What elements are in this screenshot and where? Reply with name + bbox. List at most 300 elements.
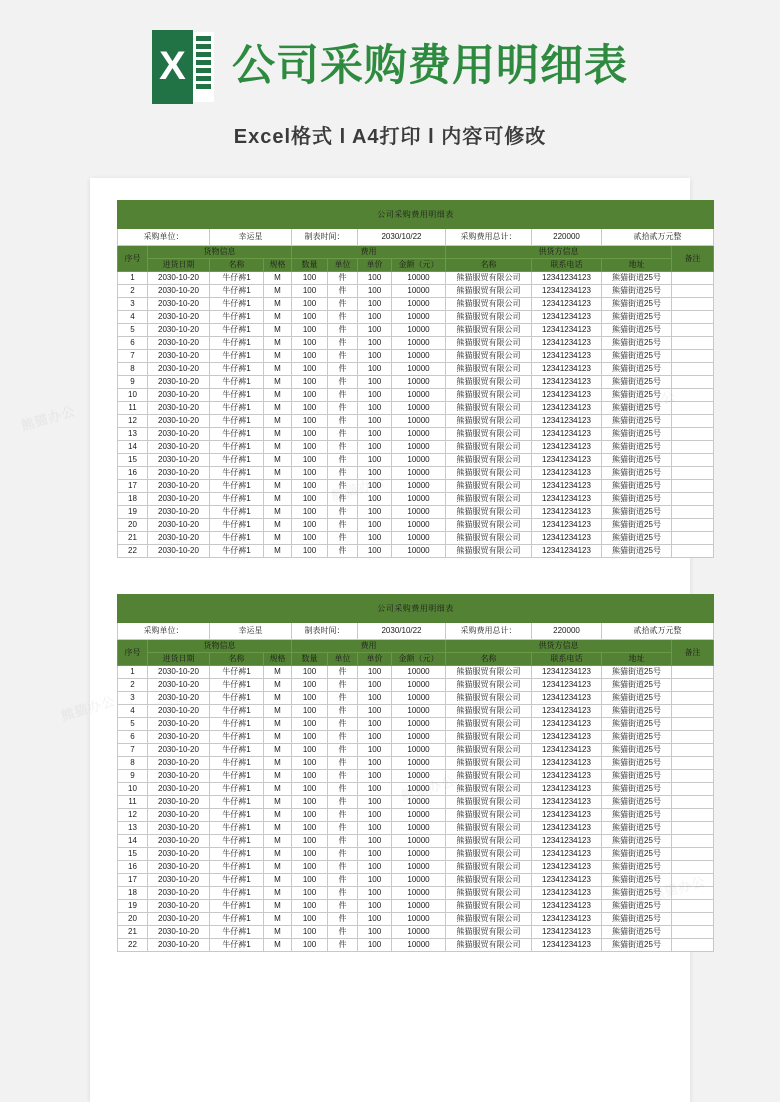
- cell-supplier-phone: 12341234123: [532, 718, 602, 731]
- cell-remark: [672, 926, 714, 939]
- cell-supplier-name: 熊猫服贸有限公司: [446, 835, 532, 848]
- cell-supplier-phone: 12341234123: [532, 679, 602, 692]
- table-row: [118, 389, 714, 402]
- cell-spec: M: [264, 324, 292, 337]
- cell-price: 100: [358, 874, 392, 887]
- header-date: 进货日期: [148, 259, 210, 272]
- cell-supplier-name: 熊猫服贸有限公司: [446, 770, 532, 783]
- cell-price: 100: [358, 519, 392, 532]
- cell-name: 牛仔裤1: [210, 480, 264, 493]
- cell-qty: 100: [292, 731, 328, 744]
- cell-price: 100: [358, 770, 392, 783]
- cell-date: 2030-10-20: [148, 822, 210, 835]
- sheet-info-row: [118, 229, 714, 246]
- cell-amount: 10000: [392, 441, 446, 454]
- cell-unit: 件: [328, 324, 358, 337]
- cell-unit: 件: [328, 311, 358, 324]
- cell-price: 100: [358, 679, 392, 692]
- cell-index: 6: [118, 731, 148, 744]
- cell-spec: M: [264, 926, 292, 939]
- cell-date: 2030-10-20: [148, 493, 210, 506]
- cell-amount: 10000: [392, 428, 446, 441]
- cell-supplier-address: 熊猫街道25号: [602, 545, 672, 558]
- cell-name: 牛仔裤1: [210, 285, 264, 298]
- unit-value[interactable]: 幸运星: [210, 229, 292, 246]
- cell-spec: M: [264, 874, 292, 887]
- cell-amount: 10000: [392, 285, 446, 298]
- cell-amount: 10000: [392, 519, 446, 532]
- cell-supplier-name: 熊猫服贸有限公司: [446, 874, 532, 887]
- header-goods-group: 货物信息: [148, 640, 292, 653]
- cell-remark: [672, 363, 714, 376]
- cell-remark: [672, 874, 714, 887]
- cell-qty: 100: [292, 809, 328, 822]
- cell-amount: 10000: [392, 874, 446, 887]
- cell-spec: M: [264, 415, 292, 428]
- cell-supplier-name: 熊猫服贸有限公司: [446, 324, 532, 337]
- table-row: [118, 692, 714, 705]
- cell-spec: M: [264, 809, 292, 822]
- table-row: [118, 731, 714, 744]
- table-row: [118, 285, 714, 298]
- cell-supplier-phone: 12341234123: [532, 272, 602, 285]
- cell-price: 100: [358, 783, 392, 796]
- unit-value[interactable]: 幸运星: [210, 623, 292, 640]
- cell-qty: 100: [292, 467, 328, 480]
- cell-unit: 件: [328, 363, 358, 376]
- cell-remark: [672, 861, 714, 874]
- cell-supplier-name: 熊猫服贸有限公司: [446, 887, 532, 900]
- cell-price: 100: [358, 835, 392, 848]
- cell-remark: [672, 744, 714, 757]
- cell-supplier-phone: 12341234123: [532, 415, 602, 428]
- cell-index: 15: [118, 848, 148, 861]
- cell-name: 牛仔裤1: [210, 744, 264, 757]
- cell-supplier-name: 熊猫服贸有限公司: [446, 796, 532, 809]
- cell-supplier-address: 熊猫街道25号: [602, 913, 672, 926]
- table-row: [118, 926, 714, 939]
- cell-remark: [672, 324, 714, 337]
- cell-date: 2030-10-20: [148, 731, 210, 744]
- cell-supplier-name: 熊猫服贸有限公司: [446, 480, 532, 493]
- cell-price: 100: [358, 692, 392, 705]
- cell-name: 牛仔裤1: [210, 337, 264, 350]
- cell-date: 2030-10-20: [148, 887, 210, 900]
- cell-supplier-address: 熊猫街道25号: [602, 285, 672, 298]
- cell-supplier-phone: 12341234123: [532, 874, 602, 887]
- cell-name: 牛仔裤1: [210, 887, 264, 900]
- cell-supplier-phone: 12341234123: [532, 796, 602, 809]
- sheet-title: 公司采购费用明细表: [118, 201, 714, 229]
- cell-remark: [672, 532, 714, 545]
- cell-qty: 100: [292, 692, 328, 705]
- cell-date: 2030-10-20: [148, 441, 210, 454]
- cell-remark: [672, 900, 714, 913]
- cell-remark: [672, 848, 714, 861]
- cell-qty: 100: [292, 796, 328, 809]
- cell-amount: 10000: [392, 861, 446, 874]
- date-label: 制表时间：: [292, 229, 358, 246]
- cell-spec: M: [264, 441, 292, 454]
- cell-amount: 10000: [392, 337, 446, 350]
- cell-supplier-address: 熊猫街道25号: [602, 744, 672, 757]
- page-banner: [0, 0, 780, 178]
- header-spec: 规格: [264, 653, 292, 666]
- table-row: [118, 532, 714, 545]
- cell-supplier-name: 熊猫服贸有限公司: [446, 666, 532, 679]
- cell-supplier-name: 熊猫服贸有限公司: [446, 757, 532, 770]
- cell-date: 2030-10-20: [148, 835, 210, 848]
- cell-supplier-name: 熊猫服贸有限公司: [446, 913, 532, 926]
- cell-unit: 件: [328, 285, 358, 298]
- cell-name: 牛仔裤1: [210, 666, 264, 679]
- cell-unit: 件: [328, 402, 358, 415]
- cell-index: 11: [118, 796, 148, 809]
- total-words[interactable]: 贰拾贰万元整: [602, 623, 714, 640]
- cell-supplier-address: 熊猫街道25号: [602, 480, 672, 493]
- table-row: [118, 900, 714, 913]
- cell-amount: 10000: [392, 402, 446, 415]
- sheet-title-row: [118, 201, 714, 229]
- header-name: 名称: [210, 259, 264, 272]
- table-row: [118, 350, 714, 363]
- cell-spec: M: [264, 783, 292, 796]
- cell-date: 2030-10-20: [148, 480, 210, 493]
- cell-qty: 100: [292, 337, 328, 350]
- cell-spec: M: [264, 796, 292, 809]
- cell-price: 100: [358, 744, 392, 757]
- cell-supplier-name: 熊猫服贸有限公司: [446, 376, 532, 389]
- cell-supplier-name: 熊猫服贸有限公司: [446, 428, 532, 441]
- cell-supplier-name: 熊猫服贸有限公司: [446, 285, 532, 298]
- cell-spec: M: [264, 337, 292, 350]
- cell-remark: [672, 679, 714, 692]
- cell-index: 9: [118, 376, 148, 389]
- cell-qty: 100: [292, 718, 328, 731]
- cell-index: 2: [118, 285, 148, 298]
- cell-index: 4: [118, 311, 148, 324]
- cell-unit: 件: [328, 376, 358, 389]
- cell-amount: 10000: [392, 311, 446, 324]
- cell-name: 牛仔裤1: [210, 900, 264, 913]
- cell-remark: [672, 389, 714, 402]
- cell-index: 22: [118, 545, 148, 558]
- cell-spec: M: [264, 770, 292, 783]
- cell-supplier-address: 熊猫街道25号: [602, 324, 672, 337]
- cell-supplier-phone: 12341234123: [532, 532, 602, 545]
- cell-name: 牛仔裤1: [210, 835, 264, 848]
- cell-date: 2030-10-20: [148, 272, 210, 285]
- cell-supplier-phone: 12341234123: [532, 324, 602, 337]
- cell-date: 2030-10-20: [148, 861, 210, 874]
- cell-supplier-phone: 12341234123: [532, 770, 602, 783]
- cell-unit: 件: [328, 874, 358, 887]
- table-row: [118, 441, 714, 454]
- cell-supplier-phone: 12341234123: [532, 744, 602, 757]
- cell-supplier-address: 熊猫街道25号: [602, 376, 672, 389]
- cell-amount: 10000: [392, 809, 446, 822]
- total-value[interactable]: 220000: [532, 229, 602, 246]
- header-fee-group: 费用: [292, 640, 446, 653]
- cell-index: 18: [118, 493, 148, 506]
- cell-index: 12: [118, 809, 148, 822]
- cell-amount: 10000: [392, 926, 446, 939]
- cell-name: 牛仔裤1: [210, 311, 264, 324]
- cell-qty: 100: [292, 389, 328, 402]
- cell-amount: 10000: [392, 389, 446, 402]
- table-row: [118, 298, 714, 311]
- cell-unit: 件: [328, 441, 358, 454]
- cell-supplier-address: 熊猫街道25号: [602, 389, 672, 402]
- cell-date: 2030-10-20: [148, 705, 210, 718]
- cell-price: 100: [358, 913, 392, 926]
- cell-name: 牛仔裤1: [210, 402, 264, 415]
- cell-remark: [672, 705, 714, 718]
- cell-name: 牛仔裤1: [210, 679, 264, 692]
- cell-spec: M: [264, 900, 292, 913]
- cell-supplier-name: 熊猫服贸有限公司: [446, 926, 532, 939]
- cell-unit: 件: [328, 298, 358, 311]
- header-supplier-name: 名称: [446, 259, 532, 272]
- header-index: 序号: [118, 246, 148, 272]
- banner-title: 公司采购费用明细表: [232, 42, 628, 90]
- cell-index: 20: [118, 519, 148, 532]
- cell-name: 牛仔裤1: [210, 822, 264, 835]
- date-value[interactable]: 2030/10/22: [358, 229, 446, 246]
- cell-remark: [672, 298, 714, 311]
- cell-supplier-phone: 12341234123: [532, 900, 602, 913]
- cell-unit: 件: [328, 428, 358, 441]
- cell-supplier-phone: 12341234123: [532, 809, 602, 822]
- cell-remark: [672, 718, 714, 731]
- cell-remark: [672, 822, 714, 835]
- sheet-title-row: [118, 595, 714, 623]
- cell-remark: [672, 272, 714, 285]
- cell-supplier-address: 熊猫街道25号: [602, 939, 672, 952]
- cell-date: 2030-10-20: [148, 718, 210, 731]
- cell-name: 牛仔裤1: [210, 272, 264, 285]
- cell-unit: 件: [328, 783, 358, 796]
- cell-amount: 10000: [392, 744, 446, 757]
- cell-supplier-name: 熊猫服贸有限公司: [446, 705, 532, 718]
- cell-unit: 件: [328, 770, 358, 783]
- cell-qty: 100: [292, 441, 328, 454]
- cell-unit: 件: [328, 731, 358, 744]
- cell-name: 牛仔裤1: [210, 809, 264, 822]
- cell-price: 100: [358, 272, 392, 285]
- cell-supplier-address: 熊猫街道25号: [602, 757, 672, 770]
- cell-name: 牛仔裤1: [210, 363, 264, 376]
- cell-supplier-address: 熊猫街道25号: [602, 493, 672, 506]
- table-row: [118, 402, 714, 415]
- total-label: 采购费用总计：: [446, 229, 532, 246]
- cell-date: 2030-10-20: [148, 376, 210, 389]
- cell-index: 13: [118, 428, 148, 441]
- cell-index: 16: [118, 467, 148, 480]
- cell-name: 牛仔裤1: [210, 454, 264, 467]
- table-row: [118, 835, 714, 848]
- table-row: [118, 770, 714, 783]
- header-qty: 数量: [292, 259, 328, 272]
- cell-supplier-address: 熊猫街道25号: [602, 809, 672, 822]
- table-row: [118, 324, 714, 337]
- cell-remark: [672, 350, 714, 363]
- cell-date: 2030-10-20: [148, 796, 210, 809]
- header-price: 单价: [358, 259, 392, 272]
- total-value[interactable]: 220000: [532, 623, 602, 640]
- cell-amount: 10000: [392, 298, 446, 311]
- table-row: [118, 311, 714, 324]
- cell-supplier-address: 熊猫街道25号: [602, 770, 672, 783]
- cell-name: 牛仔裤1: [210, 757, 264, 770]
- cell-name: 牛仔裤1: [210, 467, 264, 480]
- cell-price: 100: [358, 389, 392, 402]
- cell-supplier-address: 熊猫街道25号: [602, 666, 672, 679]
- cell-amount: 10000: [392, 467, 446, 480]
- cell-name: 牛仔裤1: [210, 415, 264, 428]
- cell-amount: 10000: [392, 679, 446, 692]
- cell-supplier-address: 熊猫街道25号: [602, 874, 672, 887]
- cell-remark: [672, 480, 714, 493]
- cell-name: 牛仔裤1: [210, 913, 264, 926]
- total-words[interactable]: 贰拾贰万元整: [602, 229, 714, 246]
- cell-spec: M: [264, 298, 292, 311]
- cell-price: 100: [358, 467, 392, 480]
- cell-supplier-phone: 12341234123: [532, 480, 602, 493]
- cell-supplier-phone: 12341234123: [532, 835, 602, 848]
- table-row: [118, 519, 714, 532]
- cell-qty: 100: [292, 519, 328, 532]
- cell-remark: [672, 467, 714, 480]
- table-row: [118, 809, 714, 822]
- cell-unit: 件: [328, 705, 358, 718]
- cell-amount: 10000: [392, 363, 446, 376]
- cell-remark: [672, 666, 714, 679]
- cell-date: 2030-10-20: [148, 900, 210, 913]
- cell-qty: 100: [292, 848, 328, 861]
- header-amount: 金额（元）: [392, 653, 446, 666]
- table-row: [118, 415, 714, 428]
- cell-index: 1: [118, 272, 148, 285]
- cell-date: 2030-10-20: [148, 337, 210, 350]
- cell-name: 牛仔裤1: [210, 939, 264, 952]
- cell-spec: M: [264, 532, 292, 545]
- purchase-expense-table: [117, 200, 714, 558]
- cell-spec: M: [264, 272, 292, 285]
- cell-amount: 10000: [392, 848, 446, 861]
- cell-spec: M: [264, 887, 292, 900]
- cell-spec: M: [264, 428, 292, 441]
- header-supplier-address: 地址: [602, 259, 672, 272]
- cell-qty: 100: [292, 363, 328, 376]
- table-row: [118, 848, 714, 861]
- cell-unit: 件: [328, 796, 358, 809]
- cell-price: 100: [358, 718, 392, 731]
- cell-price: 100: [358, 887, 392, 900]
- cell-supplier-address: 熊猫街道25号: [602, 822, 672, 835]
- cell-amount: 10000: [392, 532, 446, 545]
- header-remark: 备注: [672, 640, 714, 666]
- group-header-row: [118, 640, 714, 653]
- cell-supplier-phone: 12341234123: [532, 441, 602, 454]
- cell-amount: 10000: [392, 666, 446, 679]
- cell-unit: 件: [328, 744, 358, 757]
- cell-price: 100: [358, 493, 392, 506]
- cell-unit: 件: [328, 337, 358, 350]
- cell-price: 100: [358, 402, 392, 415]
- sheet-1: [117, 200, 701, 558]
- cell-supplier-phone: 12341234123: [532, 376, 602, 389]
- cell-spec: M: [264, 545, 292, 558]
- cell-spec: M: [264, 848, 292, 861]
- cell-amount: 10000: [392, 545, 446, 558]
- header-supplier-address: 地址: [602, 653, 672, 666]
- cell-qty: 100: [292, 298, 328, 311]
- cell-supplier-phone: 12341234123: [532, 298, 602, 311]
- cell-spec: M: [264, 744, 292, 757]
- cell-name: 牛仔裤1: [210, 298, 264, 311]
- cell-price: 100: [358, 376, 392, 389]
- sub-header-row: [118, 259, 714, 272]
- date-value[interactable]: 2030/10/22: [358, 623, 446, 640]
- cell-index: 6: [118, 337, 148, 350]
- cell-unit: 件: [328, 454, 358, 467]
- cell-qty: 100: [292, 900, 328, 913]
- cell-qty: 100: [292, 493, 328, 506]
- cell-spec: M: [264, 757, 292, 770]
- cell-amount: 10000: [392, 506, 446, 519]
- cell-supplier-name: 熊猫服贸有限公司: [446, 272, 532, 285]
- cell-price: 100: [358, 545, 392, 558]
- cell-price: 100: [358, 939, 392, 952]
- cell-unit: 件: [328, 519, 358, 532]
- cell-index: 15: [118, 454, 148, 467]
- cell-price: 100: [358, 900, 392, 913]
- cell-date: 2030-10-20: [148, 467, 210, 480]
- cell-index: 19: [118, 900, 148, 913]
- cell-qty: 100: [292, 666, 328, 679]
- cell-remark: [672, 731, 714, 744]
- cell-unit: 件: [328, 809, 358, 822]
- cell-supplier-phone: 12341234123: [532, 861, 602, 874]
- header-name: 名称: [210, 653, 264, 666]
- cell-spec: M: [264, 939, 292, 952]
- cell-supplier-name: 熊猫服贸有限公司: [446, 900, 532, 913]
- cell-spec: M: [264, 467, 292, 480]
- header-supplier-name: 名称: [446, 653, 532, 666]
- cell-spec: M: [264, 666, 292, 679]
- cell-qty: 100: [292, 545, 328, 558]
- cell-supplier-name: 熊猫服贸有限公司: [446, 545, 532, 558]
- table-row: [118, 757, 714, 770]
- cell-remark: [672, 337, 714, 350]
- cell-date: 2030-10-20: [148, 757, 210, 770]
- cell-supplier-address: 熊猫街道25号: [602, 848, 672, 861]
- table-row: [118, 679, 714, 692]
- cell-date: 2030-10-20: [148, 874, 210, 887]
- cell-price: 100: [358, 428, 392, 441]
- table-row: [118, 480, 714, 493]
- cell-date: 2030-10-20: [148, 298, 210, 311]
- cell-spec: M: [264, 913, 292, 926]
- header-qty: 数量: [292, 653, 328, 666]
- cell-date: 2030-10-20: [148, 809, 210, 822]
- cell-index: 21: [118, 926, 148, 939]
- cell-supplier-name: 熊猫服贸有限公司: [446, 532, 532, 545]
- cell-price: 100: [358, 848, 392, 861]
- cell-supplier-phone: 12341234123: [532, 666, 602, 679]
- cell-amount: 10000: [392, 822, 446, 835]
